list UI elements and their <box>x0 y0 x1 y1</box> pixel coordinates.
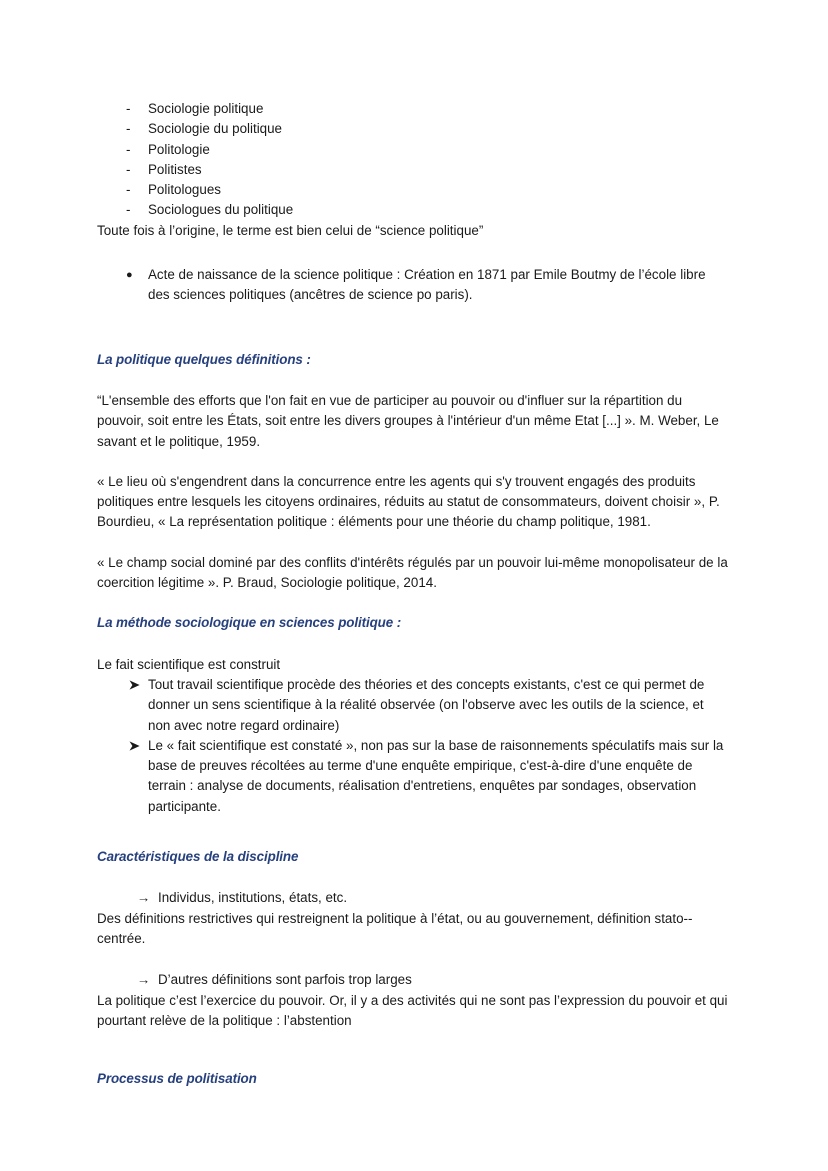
dash-marker-icon: - <box>126 141 131 157</box>
disc-bullet-icon: ● <box>126 269 133 282</box>
dash-marker-icon: - <box>126 161 131 177</box>
section-heading-politisation: Processus de politisation <box>97 1071 257 1087</box>
list-item-label: Sociologie politique <box>148 101 264 116</box>
quote-braud: « Le champ social dominé par des conflits d'intérêts régulés par un pouvoir lui-même monopolisateur de la coercition légitime ». P. Braud, Sociologie politique, 2014. <box>97 554 728 591</box>
document-body <box>97 99 729 1089</box>
list-item <box>97 99 729 119</box>
list-item <box>97 119 729 139</box>
list-item <box>97 265 729 306</box>
spacer <box>97 533 729 553</box>
list-item-label: Politistes <box>148 161 202 177</box>
dash-marker-icon: - <box>126 202 131 218</box>
section-heading-method: La méthode sociologique en sciences politique : <box>97 615 402 631</box>
spacer <box>97 370 729 391</box>
list-item-label: Acte de naissance de la science politique : Création en 1871 par Emile Boutmy de l’école libre des sciences politiques (ancêtres de science po paris). <box>148 267 706 303</box>
list-item <box>97 200 729 220</box>
list-item <box>97 736 729 817</box>
quote-bourdieu: « Le lieu où s'engendrent dans la concurrence entre les agents qui s'y trouvent engagés des produits politiques entre lesquels les citoyens ordinaires, réduits au statut de consommateurs, doivent choisir », P. Bourdieu, « La représentation politique : éléments pour une théorie du champ politique, 1981. <box>97 473 720 530</box>
birth-bullet-list <box>97 265 729 306</box>
list-item <box>97 675 729 736</box>
list-item-label: Sociologie du politique <box>148 121 283 137</box>
list-item-label: Tout travail scientifique procède des théories et des concepts existants, c'est ce qui permet de donner un sens scientifique à la réalité observée (on l'observe avec les outils de la science, et non avec notre regard ordinaire) <box>148 676 705 733</box>
spacer <box>97 306 729 350</box>
characteristics-point-two <box>97 970 729 990</box>
spacer <box>97 593 729 613</box>
spacer <box>97 867 729 888</box>
list-item-label: Politologues <box>148 182 221 198</box>
method-intro-paragraph: Le fait scientifique est construit <box>97 656 281 672</box>
section-heading-definitions: La politique quelques définitions : <box>97 351 311 367</box>
list-item <box>97 970 729 990</box>
quote-weber: “L'ensemble des efforts que l'on fait en vue de participer au pouvoir ou d'influer sur la répartition du pouvoir, soit entre les États, soit entre les divers groupes à l'intérieur d'un même Etat [...] ». M. Weber, Le savant et le politique, 1959. <box>97 392 719 449</box>
method-points-list <box>97 675 729 817</box>
right-arrow-icon: → <box>137 890 151 906</box>
list-item <box>97 180 729 200</box>
list-item-label: Le « fait scientifique est constaté », non pas sur la base de raisonnements spéculatifs mais sur la base de preuves récoltées au terme d'une enquête empirique, c'est-à-dire d'une enquête de terrain : analyse de documents, réalisation d'entretiens, enquêtes par sondages, observation participante. <box>148 737 724 814</box>
list-item <box>97 140 729 160</box>
list-item-label: Politologie <box>148 141 210 157</box>
dash-marker-icon: - <box>126 182 131 198</box>
characteristics-body-two: La politique c’est l’exercice du pouvoir. Or, il y a des activités qui ne sont pas l’expression du pouvoir et qui pourtant relève de la politique : l’abstention <box>97 992 728 1028</box>
spacer <box>97 949 729 970</box>
spacer <box>97 452 729 472</box>
origin-note-paragraph: Toute fois à l’origine, le terme est bien celui de “science politique” <box>97 222 484 238</box>
list-item <box>97 888 729 908</box>
arrowhead-bullet-icon <box>129 736 142 756</box>
right-arrow-icon: → <box>137 972 151 988</box>
list-item-label: Individus, institutions, états, etc. <box>158 890 348 906</box>
characteristics-point-one <box>97 888 729 908</box>
spacer <box>97 634 729 655</box>
spacer <box>97 1031 729 1069</box>
characteristics-body-one: Des définitions restrictives qui restreignent la politique à l’état, ou au gouvernement, définition stato--centrée. <box>97 910 693 946</box>
section-heading-characteristics: Caractéristiques de la discipline <box>97 849 299 865</box>
spacer <box>97 817 729 847</box>
list-item <box>97 160 729 180</box>
dash-marker-icon: - <box>126 101 131 116</box>
terms-list <box>97 99 729 221</box>
list-item-label: D’autres définitions sont parfois trop larges <box>158 972 412 988</box>
spacer <box>97 241 729 265</box>
dash-marker-icon: - <box>126 121 131 137</box>
list-item-label: Sociologues du politique <box>148 202 294 218</box>
arrowhead-bullet-icon <box>129 675 142 695</box>
